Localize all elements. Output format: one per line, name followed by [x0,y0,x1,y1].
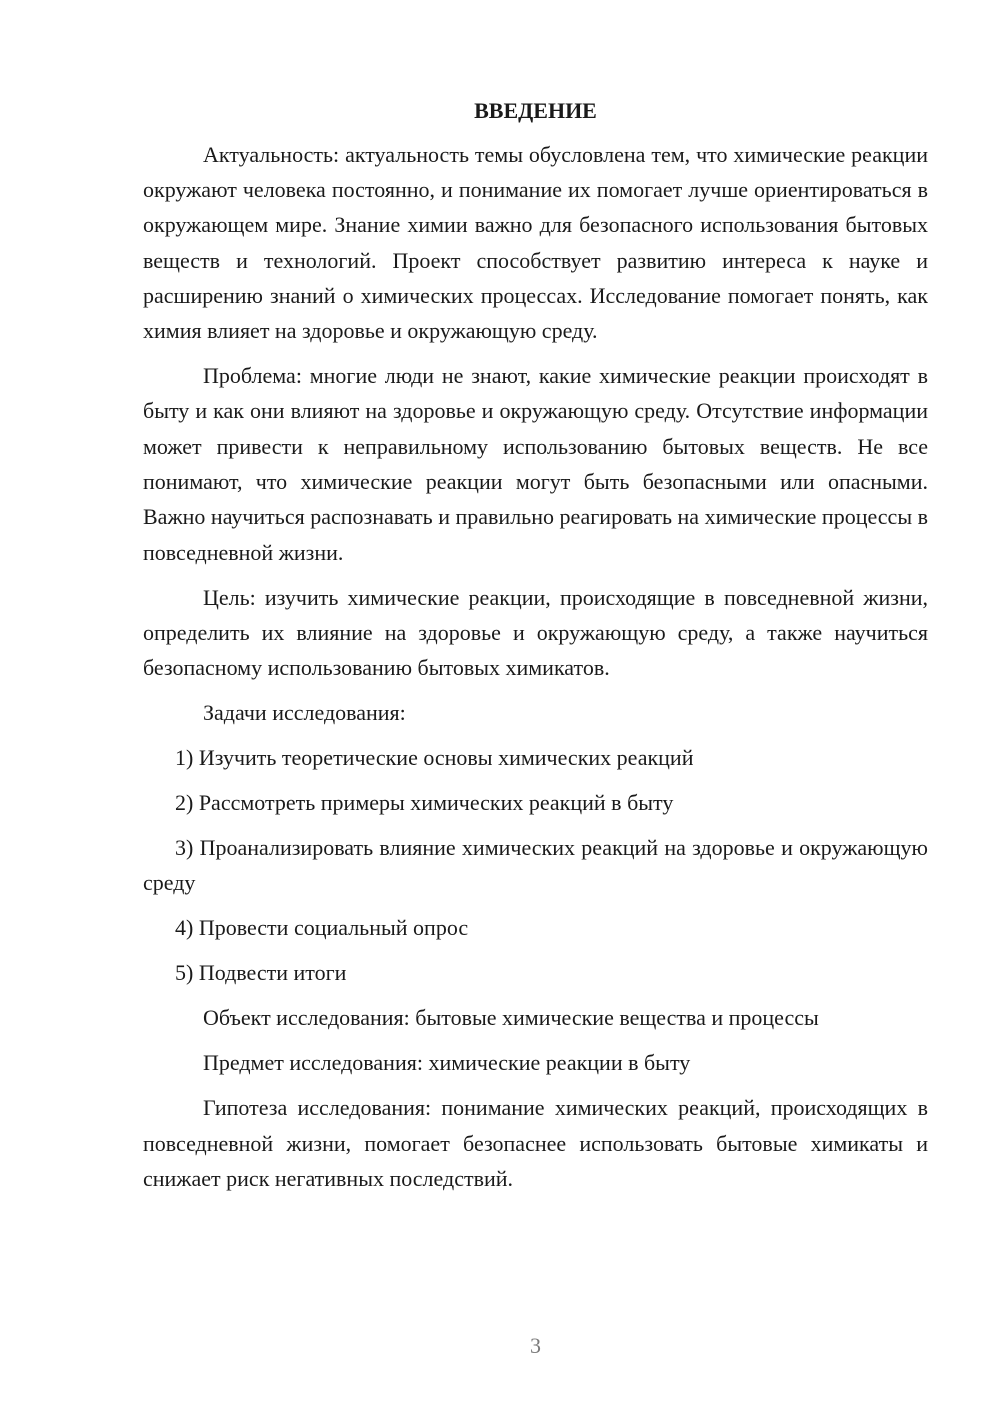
research-subject: Предмет исследования: химические реакции в быту [203,1050,691,1076]
research-hypothesis: Гипотеза исследования: понимание химических реакций, происходящих в повседневной жизни, помогает безопаснее использовать бытовые химикаты и снижает риск негативных последствий. [143,1095,928,1191]
task-item-3: 3) Проанализировать влияние химических реакций на здоровье и окружающую среду [143,835,928,896]
page-title: ВВЕДЕНИЕ [474,98,597,123]
page-number: 3 [530,1333,541,1358]
research-object: Объект исследования: бытовые химические вещества и процессы [203,1005,819,1031]
task-item-1: 1) Изучить теоретические основы химических реакций [175,745,694,771]
goal-paragraph: Цель: изучить химические реакции, происходящие в повседневной жизни, определить их влияние на здоровье и окружающую среду, а также научиться безопасному использованию бытовых химикатов. [143,584,928,681]
task-item-2: 2) Рассмотреть примеры химических реакций в быту [175,790,674,816]
task-item-4: 4) Провести социальный опрос [175,915,469,941]
relevance-paragraph: Актуальность: актуальность темы обусловлена тем, что химические реакции окружают человека постоянно, и понимание их помогает лучше ориентироваться в окружающем мире. Знание химии важно для безопасного использования бытовых веществ и технологий. Проект способствует развитию интереса к науке и расширению знаний о химических процессах. Исследование помогает понять, как химия влияет на здоровье и окружающую среду. [143,141,928,344]
tasks-heading: Задачи исследования: [203,700,406,726]
problem-paragraph: Проблема: многие люди не знают, какие химические реакции происходят в быту и как они влияют на здоровье и окружающую среду. Отсутствие информации может привести к неправильному использованию бытовых веществ. Не все понимают, что химические реакции могут быть безопасными или опасными. Важно научиться распознавать и правильно реагировать на химические процессы в повседневной жизни. [143,363,928,565]
task-item-5: 5) Подвести итоги [175,960,347,986]
page-body [143,94,928,1196]
